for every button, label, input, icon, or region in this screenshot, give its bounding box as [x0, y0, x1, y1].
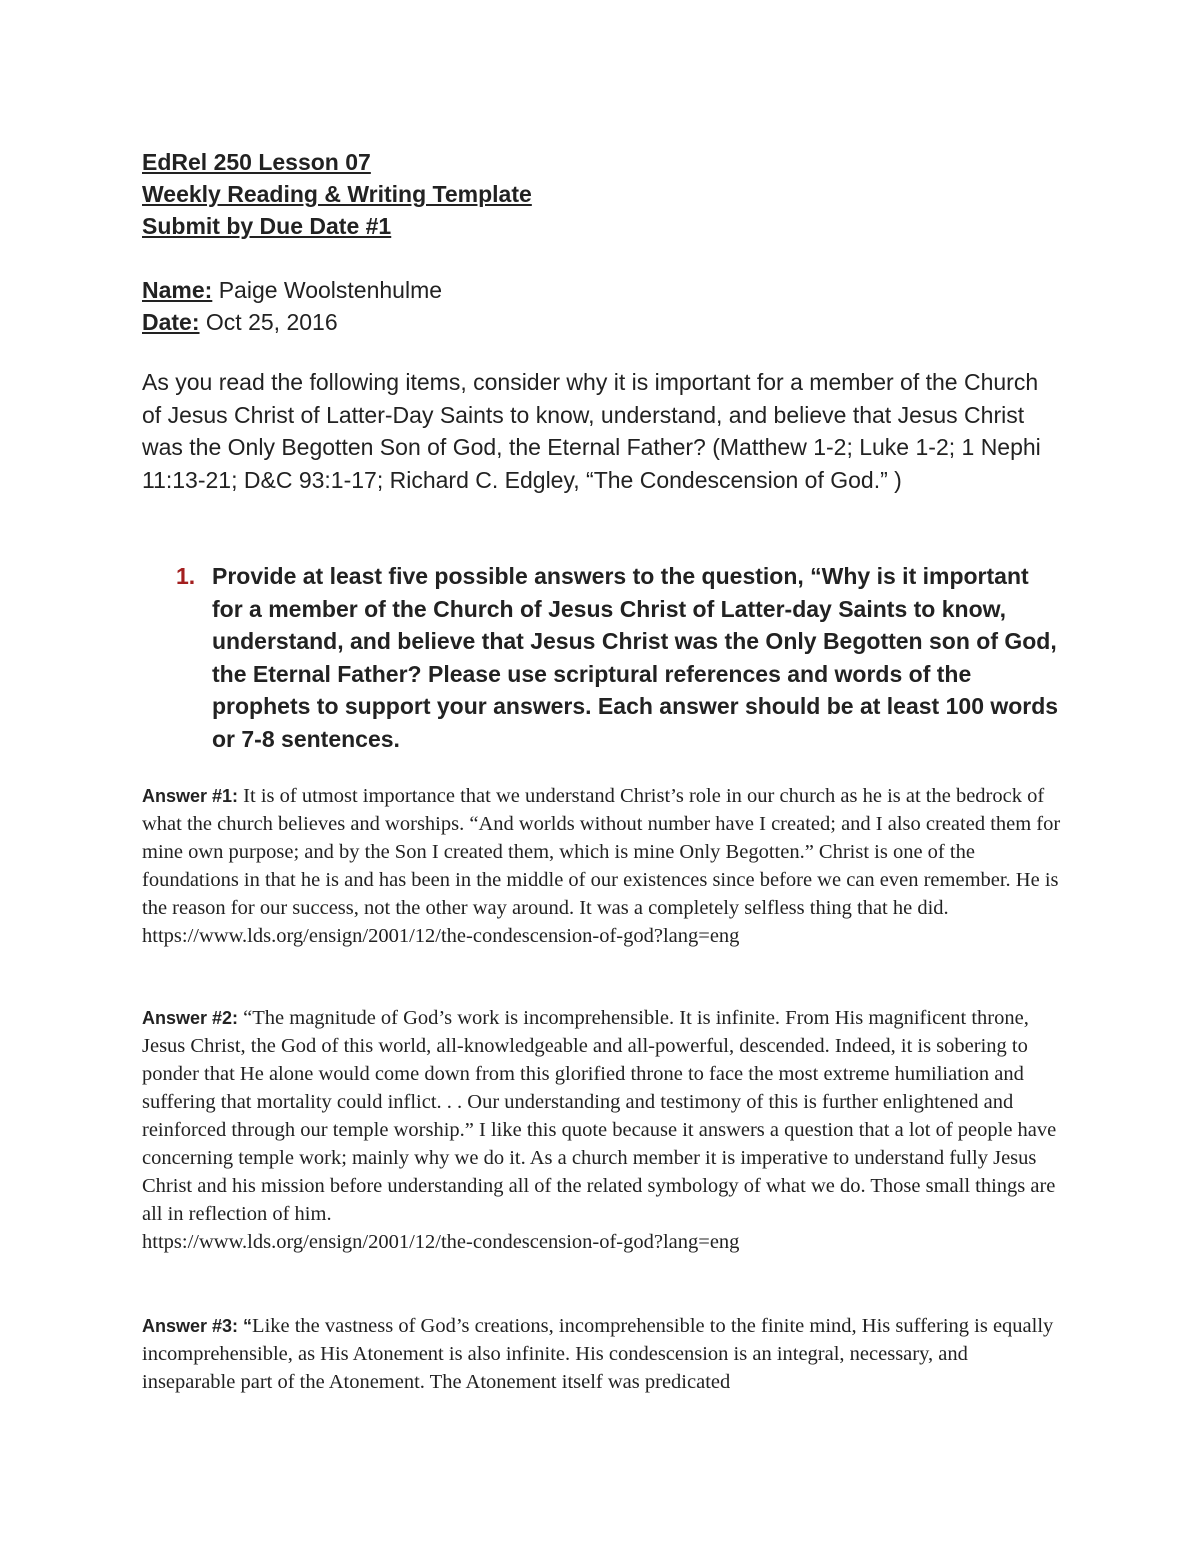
name-value: Paige Woolstenhulme: [212, 277, 443, 303]
name-label: Name:: [142, 277, 213, 303]
course-title: EdRel 250 Lesson 07: [142, 149, 371, 175]
intro-paragraph: As you read the following items, consider why it is important for a member of the Church of Jesus Christ of Latter-Day Saints to know, understand, and believe that Jesus Christ was the Only Begotten Son of God, the Eternal Father? (Matthew 1-2; Luke 1-2; 1 Nephi 11:13-21; D&C 93:1-17; Richard C. Edgley, “The Condescension of God.” ): [142, 369, 1041, 493]
answer-3-body: Like the vastness of God’s creations, incomprehensible to the finite mind, His suffering is equally incomprehensible, as His Atonement is also infinite. His condescension is an integral, necessary, and inseparable part of the Atonement. The Atonement itself was predicated: [142, 1315, 1054, 1393]
date-value: Oct 25, 2016: [199, 309, 338, 335]
answer-2-body: “The magnitude of God’s work is incomprehensible. It is infinite. From His magnificent throne, Jesus Christ, the God of this world, all-knowledgeable and all-powerful, descended. Indeed, it is sobering to ponder that He alone would come down from this glorified throne to face the most extreme humiliation and suffering that mortality could inflict. . . Our understanding and testimony of this is further enlightened and reinforced through our temple worship.” I like this quote because it answers a question that a lot of people have concerning temple work; mainly why we do it. As a church member it is imperative to understand fully Jesus Christ and his mission before understanding all of the related symbology of what we do. Those small things are all in reflection of him.: [142, 1007, 1057, 1225]
answer-3-label: Answer #3: “: [142, 1316, 253, 1336]
answer-2-label: Answer #2:: [142, 1008, 239, 1028]
question-number: 1.: [176, 563, 196, 589]
question-item: [142, 560, 1062, 756]
answer-1-body: It is of utmost importance that we understand Christ’s role in our church as he is at the bedrock of what the church believes and worships. “And worlds without number have I created; and I also created them for mine own purpose; and by the Son I created them, which is mine Only Begotten.” Christ is one of the foundations in that he is and has been in the middle of our existences since before we can even remember. He is the reason for our success, not the other way around. It was a completely selfless thing that he did.: [142, 785, 1061, 919]
document-header: [142, 146, 1062, 242]
date-label: Date:: [142, 309, 200, 335]
answer-2-link: https://www.lds.org/ensign/2001/12/the-condescension-of-god?lang=eng: [142, 1231, 740, 1253]
answer-1-link: https://www.lds.org/ensign/2001/12/the-condescension-of-god?lang=eng: [142, 925, 740, 947]
date-row: [142, 306, 1062, 338]
submit-note: Submit by Due Date #1: [142, 213, 392, 239]
answer-1: [142, 782, 1062, 950]
answer-2: [142, 1004, 1062, 1256]
question-text: Provide at least five possible answers to the question, “Why is it important for a member of the Church of Jesus Christ of Latter-day Saints to know, understand, and believe that Jesus Christ was the Only Begotten son of God, the Eternal Father? Please use scriptural references and words of the prophets to support your answers. Each answer should be at least 100 words or 7-8 sentences.: [212, 563, 1059, 752]
name-row: [142, 274, 1062, 306]
answer-3: [142, 1312, 1062, 1396]
answer-1-label: Answer #1:: [142, 786, 239, 806]
student-info: [142, 274, 1062, 338]
template-title: Weekly Reading & Writing Template: [142, 181, 532, 207]
